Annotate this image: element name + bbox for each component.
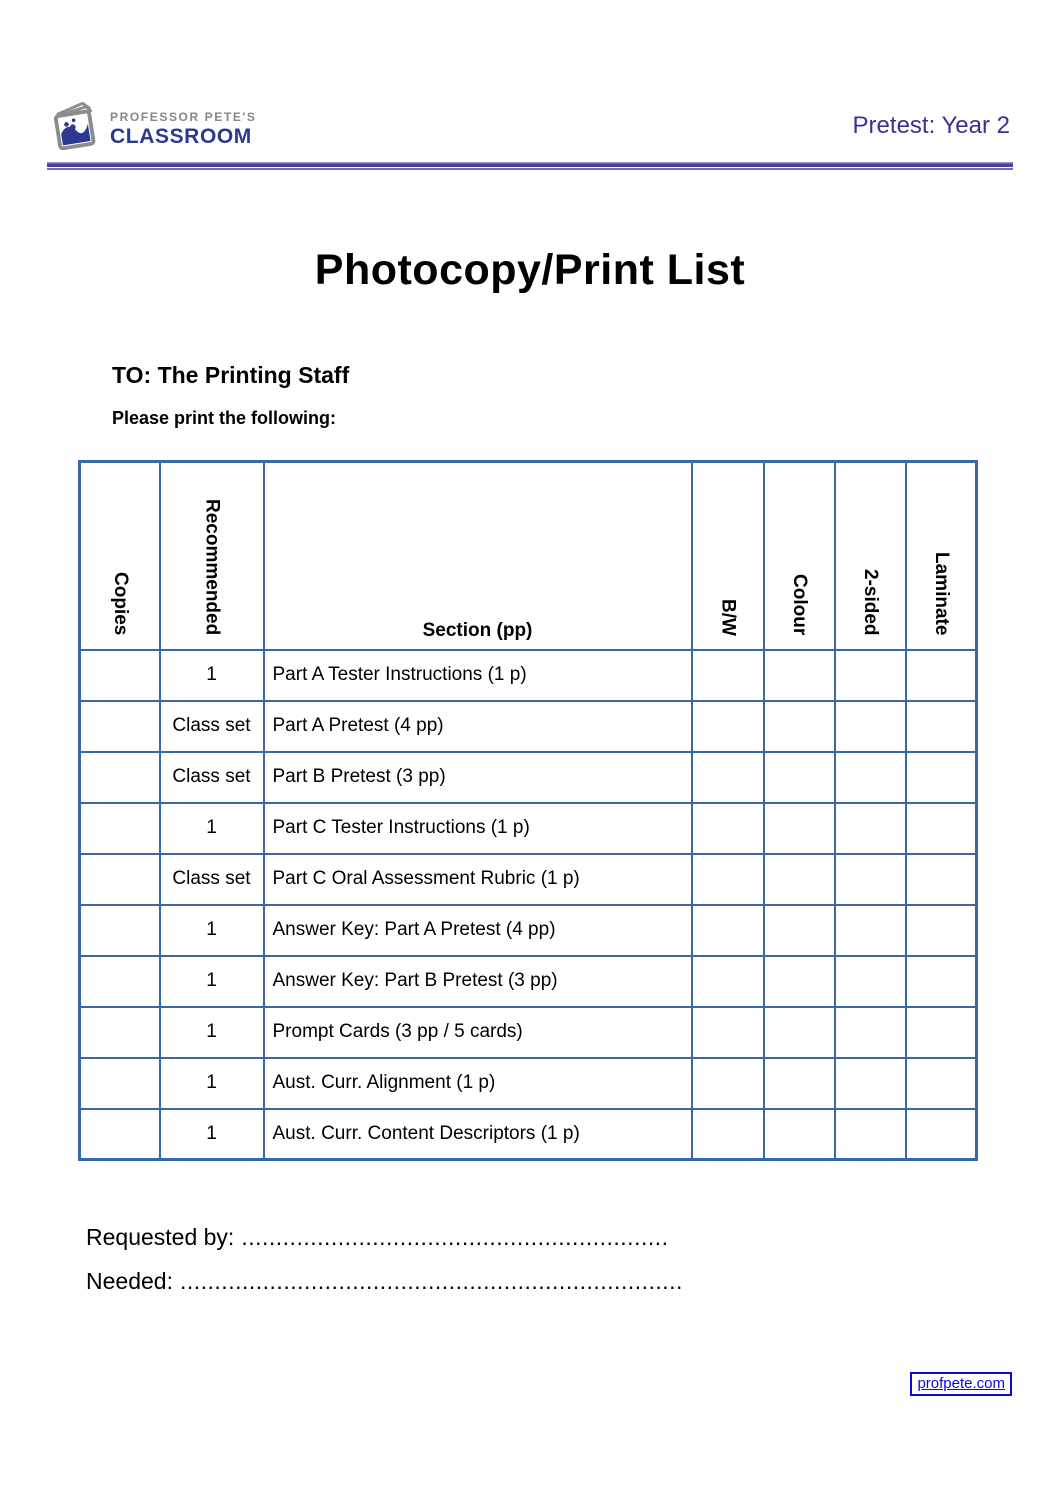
laminate-cell xyxy=(906,803,977,854)
recommended-cell: 1 xyxy=(160,1007,264,1058)
needed-label: Needed: xyxy=(86,1268,173,1294)
bw-cell xyxy=(692,1109,764,1160)
header-divider-thin-line xyxy=(47,168,1013,170)
two-sided-cell xyxy=(835,905,906,956)
laminate-cell xyxy=(906,956,977,1007)
laminate-cell xyxy=(906,701,977,752)
bw-cell xyxy=(692,854,764,905)
recommended-cell: 1 xyxy=(160,803,264,854)
recommended-cell: 1 xyxy=(160,650,264,701)
header-two-sided: 2-sided xyxy=(835,462,906,650)
header-laminate: Laminate xyxy=(906,462,977,650)
print-table-body xyxy=(80,650,977,1160)
section-cell: Part A Pretest (4 pp) xyxy=(264,701,692,752)
laminate-cell xyxy=(906,650,977,701)
copies-cell xyxy=(80,1109,160,1160)
section-cell: Part C Tester Instructions (1 p) xyxy=(264,803,692,854)
table-row xyxy=(80,803,977,854)
copies-cell xyxy=(80,1058,160,1109)
needed-blank: ......................................................................... xyxy=(179,1268,683,1294)
bw-cell xyxy=(692,650,764,701)
document-label: Pretest: Year 2 xyxy=(852,112,1010,139)
brand-name-top: PROFESSOR PETE'S xyxy=(110,110,257,124)
two-sided-cell xyxy=(835,1007,906,1058)
bw-cell xyxy=(692,1007,764,1058)
table-row xyxy=(80,650,977,701)
print-list-table xyxy=(78,460,978,1161)
table-row xyxy=(80,752,977,803)
requested-by-blank: .............................................................. xyxy=(241,1224,669,1250)
request-form xyxy=(86,1215,683,1303)
copies-cell xyxy=(80,1007,160,1058)
two-sided-cell xyxy=(835,956,906,1007)
requested-by-label: Requested by: xyxy=(86,1224,235,1250)
table-header-row xyxy=(80,462,977,650)
colour-cell xyxy=(764,1109,835,1160)
two-sided-cell xyxy=(835,701,906,752)
copies-cell xyxy=(80,803,160,854)
copies-cell xyxy=(80,701,160,752)
table-row xyxy=(80,1058,977,1109)
colour-cell xyxy=(764,752,835,803)
colour-cell xyxy=(764,956,835,1007)
section-cell: Prompt Cards (3 pp / 5 cards) xyxy=(264,1007,692,1058)
header-bw: B/W xyxy=(692,462,764,650)
header-divider xyxy=(47,162,1013,170)
colour-cell xyxy=(764,650,835,701)
recommended-cell: 1 xyxy=(160,1058,264,1109)
colour-cell xyxy=(764,1007,835,1058)
table-row xyxy=(80,1007,977,1058)
table-row xyxy=(80,701,977,752)
requested-by-line xyxy=(86,1215,683,1259)
table-row xyxy=(80,956,977,1007)
header-recommended: Recommended xyxy=(160,462,264,650)
section-cell: Aust. Curr. Alignment (1 p) xyxy=(264,1058,692,1109)
recommended-cell: 1 xyxy=(160,1109,264,1160)
page-title: Photocopy/Print List xyxy=(314,246,746,294)
laminate-cell xyxy=(906,905,977,956)
section-cell: Part A Tester Instructions (1 p) xyxy=(264,650,692,701)
section-cell: Part B Pretest (3 pp) xyxy=(264,752,692,803)
bw-cell xyxy=(692,752,764,803)
colour-cell xyxy=(764,1058,835,1109)
two-sided-cell xyxy=(835,854,906,905)
bw-cell xyxy=(692,1058,764,1109)
header-divider-thick-line xyxy=(47,162,1013,167)
print-list-table-wrap xyxy=(78,460,978,1161)
laminate-cell xyxy=(906,854,977,905)
two-sided-cell xyxy=(835,650,906,701)
colour-cell xyxy=(764,701,835,752)
laminate-cell xyxy=(906,1109,977,1160)
instruction-line: Please print the following: xyxy=(112,408,337,428)
recommended-cell: 1 xyxy=(160,905,264,956)
laminate-cell xyxy=(906,752,977,803)
bw-cell xyxy=(692,905,764,956)
two-sided-cell xyxy=(835,752,906,803)
copies-cell xyxy=(80,650,160,701)
table-row xyxy=(80,854,977,905)
section-cell: Aust. Curr. Content Descriptors (1 p) xyxy=(264,1109,692,1160)
recommended-cell: Class set xyxy=(160,854,264,905)
profpete-link[interactable]: profpete.com xyxy=(910,1372,1012,1396)
section-cell: Part C Oral Assessment Rubric (1 p) xyxy=(264,854,692,905)
brand-logo xyxy=(48,100,256,152)
brand-name-bottom: CLASSROOM xyxy=(110,125,252,148)
laminate-cell xyxy=(906,1007,977,1058)
two-sided-cell xyxy=(835,1058,906,1109)
recommended-cell: Class set xyxy=(160,701,264,752)
copies-cell xyxy=(80,752,160,803)
colour-cell xyxy=(764,854,835,905)
header-section: Section (pp) xyxy=(264,462,692,650)
header-copies: Copies xyxy=(80,462,160,650)
section-cell: Answer Key: Part B Pretest (3 pp) xyxy=(264,956,692,1007)
recommended-cell: Class set xyxy=(160,752,264,803)
copies-cell xyxy=(80,854,160,905)
section-cell: Answer Key: Part A Pretest (4 pp) xyxy=(264,905,692,956)
bw-cell xyxy=(692,956,764,1007)
table-row xyxy=(80,905,977,956)
bw-cell xyxy=(692,803,764,854)
addressee-line: TO: The Printing Staff xyxy=(112,362,350,388)
bw-cell xyxy=(692,701,764,752)
needed-line xyxy=(86,1259,683,1303)
brand-wordmark xyxy=(110,110,256,149)
colour-cell xyxy=(764,803,835,854)
two-sided-cell xyxy=(835,1109,906,1160)
header-colour: Colour xyxy=(764,462,835,650)
two-sided-cell xyxy=(835,803,906,854)
colour-cell xyxy=(764,905,835,956)
recommended-cell: 1 xyxy=(160,956,264,1007)
laminate-cell xyxy=(906,1058,977,1109)
flip-book-icon xyxy=(48,100,102,152)
copies-cell xyxy=(80,905,160,956)
table-row xyxy=(80,1109,977,1160)
copies-cell xyxy=(80,956,160,1007)
